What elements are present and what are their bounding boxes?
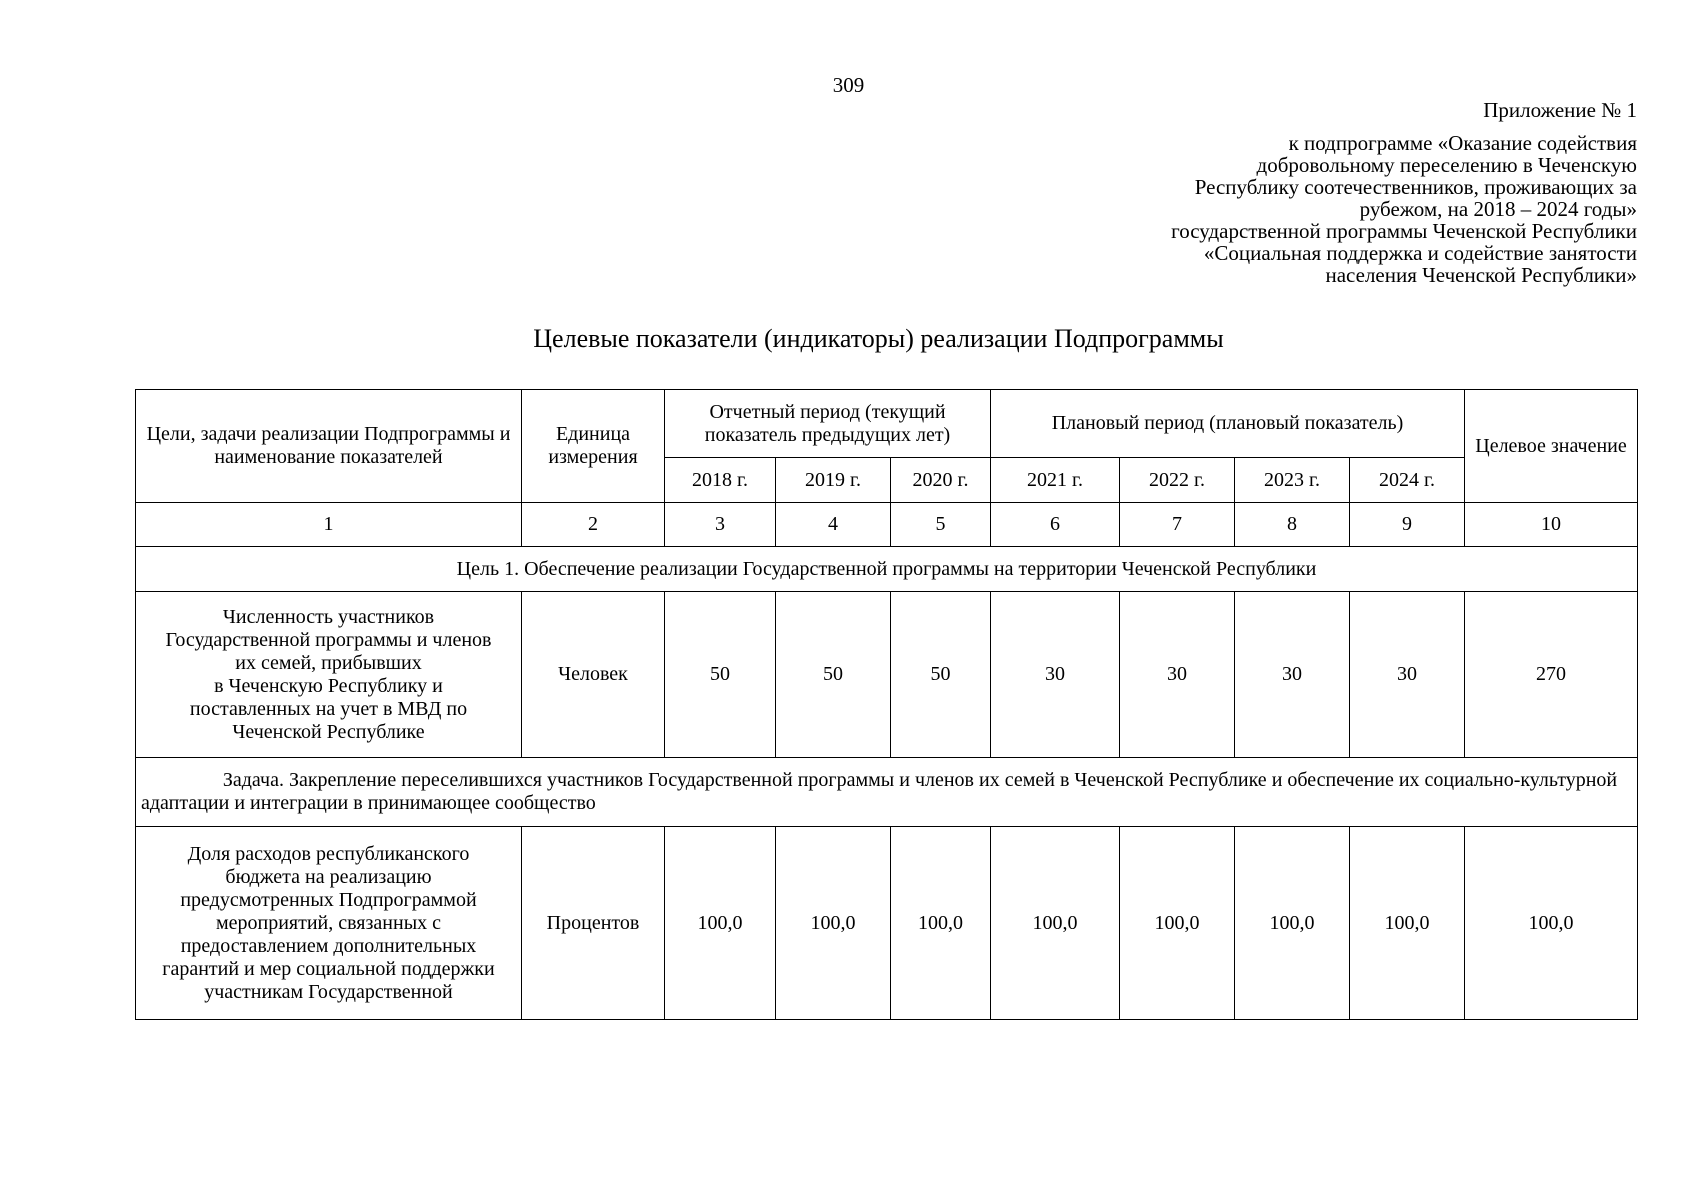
indicators-table — [135, 389, 1638, 1020]
indicator-name-line: в Чеченскую Республику и — [214, 674, 443, 697]
header-year: 2018 г. — [665, 458, 776, 503]
header-year: 2021 г. — [991, 458, 1120, 503]
table-row — [136, 827, 1638, 1020]
header-year: 2020 г. — [891, 458, 991, 503]
column-number: 10 — [1465, 503, 1638, 547]
indicator-2-name — [136, 827, 522, 1020]
header-target: Целевое значение — [1465, 390, 1638, 503]
indicator-2-value: 100,0 — [665, 827, 776, 1020]
indicator-name-line: поставленных на учет в МВД по — [189, 697, 468, 720]
indicator-name-line: Чеченской Республике — [232, 720, 425, 743]
header-reporting-period: Отчетный период (текущий показатель предыдущих лет) — [665, 390, 991, 458]
appendix-title: Приложение № 1 — [1483, 98, 1637, 122]
indicator-name-line: гарантий и мер социальной поддержки — [162, 957, 495, 980]
column-number: 6 — [991, 503, 1120, 547]
document-title: Целевые показатели (индикаторы) реализации Подпрограммы — [533, 324, 1224, 353]
indicator-name-line: бюджета на реализацию — [225, 865, 432, 888]
column-number: 3 — [665, 503, 776, 547]
indicator-1-value: 30 — [1120, 592, 1235, 758]
indicator-2-value: 100,0 — [776, 827, 891, 1020]
indicator-1-value: 50 — [776, 592, 891, 758]
indicator-name-line: их семей, прибывших — [235, 651, 422, 674]
indicator-1-value: 50 — [665, 592, 776, 758]
goal-row — [136, 547, 1638, 592]
indicator-1-value: 50 — [891, 592, 991, 758]
header-goals: Цели, задачи реализации Подпрограммы и наименование показателей — [136, 390, 522, 503]
indicator-1-target: 270 — [1465, 592, 1638, 758]
indicator-1-unit: Человек — [522, 592, 665, 758]
appendix-line: рубежом, на 2018 – 2024 годы» — [1359, 197, 1637, 221]
column-number: 2 — [522, 503, 665, 547]
indicator-1-value: 30 — [991, 592, 1120, 758]
indicator-name-line: Государственной программы и членов — [165, 628, 492, 651]
header-planned-period: Плановый период (плановый показатель) — [991, 390, 1465, 458]
indicator-name-line: мероприятий, связанных с — [215, 911, 442, 934]
appendix-line: Республику соотечественников, проживающих за — [1194, 175, 1637, 199]
appendix-subtitle — [997, 132, 1637, 286]
indicator-1-name — [136, 592, 522, 758]
indicator-name-line: участникам Государственной — [204, 980, 453, 1003]
column-number: 9 — [1350, 503, 1465, 547]
column-number: 4 — [776, 503, 891, 547]
column-number: 7 — [1120, 503, 1235, 547]
task-text: Задача. Закрепление переселившихся участников Государственной программы и членов их семей в Чеченской Республике и обеспечение их социально-культурной адаптации и интеграции в принимающее сообщество — [136, 758, 1638, 827]
indicator-name-line: предоставлением дополнительных — [180, 934, 477, 957]
header-year: 2022 г. — [1120, 458, 1235, 503]
column-number-row — [136, 503, 1638, 547]
indicator-2-value: 100,0 — [991, 827, 1120, 1020]
header-year: 2023 г. — [1235, 458, 1350, 503]
indicator-1-value: 30 — [1235, 592, 1350, 758]
appendix-line: государственной программы Чеченской Республики — [1171, 219, 1637, 243]
indicator-2-value: 100,0 — [1120, 827, 1235, 1020]
indicator-2-value: 100,0 — [1235, 827, 1350, 1020]
indicator-name-line: предусмотренных Подпрограммой — [180, 888, 477, 911]
indicator-2-target: 100,0 — [1465, 827, 1638, 1020]
task-row — [136, 758, 1638, 827]
page-number: 309 — [832, 73, 865, 97]
header-year: 2019 г. — [776, 458, 891, 503]
indicator-2-value: 100,0 — [891, 827, 991, 1020]
appendix-line: добровольному переселению в Чеченскую — [1256, 153, 1637, 177]
column-number: 8 — [1235, 503, 1350, 547]
appendix-line: «Социальная поддержка и содействие занятости — [1203, 241, 1637, 265]
header-year: 2024 г. — [1350, 458, 1465, 503]
table-row — [136, 592, 1638, 758]
indicator-2-unit: Процентов — [522, 827, 665, 1020]
appendix-line: к подпрограмме «Оказание содействия — [1288, 131, 1637, 155]
appendix-line: населения Чеченской Республики» — [1325, 263, 1637, 287]
header-unit: Единица измерения — [522, 390, 665, 503]
indicator-1-value: 30 — [1350, 592, 1465, 758]
indicator-name-line: Численность участников — [222, 605, 435, 628]
indicator-name-line: Доля расходов республиканского — [187, 842, 470, 865]
column-number: 5 — [891, 503, 991, 547]
goal-1-text: Цель 1. Обеспечение реализации Государственной программы на территории Чеченской Республики — [136, 547, 1638, 592]
indicator-2-value: 100,0 — [1350, 827, 1465, 1020]
column-number: 1 — [136, 503, 522, 547]
